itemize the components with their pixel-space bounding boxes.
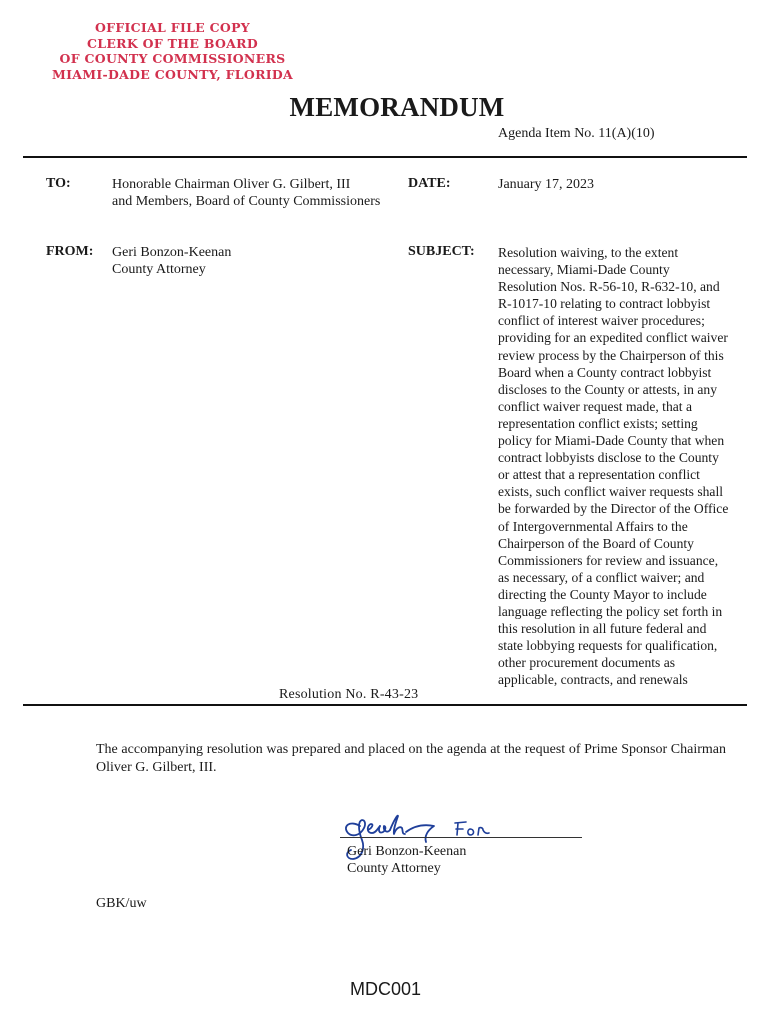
body-paragraph: The accompanying resolution was prepared and placed on the agenda at the request of Prime Sponsor Chairman Oliver G. Gilbert, III. xyxy=(96,742,726,775)
from-label: FROM: xyxy=(46,244,94,259)
to-line: and Members, Board of County Commissioners xyxy=(112,194,381,209)
subject-line: as necessary, of a conflict waiver; and xyxy=(498,569,705,585)
to-line: Honorable Chairman Oliver G. Gilbert, III xyxy=(112,177,351,192)
signatory-name: Geri Bonzon-Keenan xyxy=(347,844,467,859)
to-label: TO: xyxy=(46,176,71,191)
subject-line: exists, such conflict waiver requests shall xyxy=(498,484,723,500)
subject-line: other procurement documents as xyxy=(498,655,676,671)
subject-line: applicable, contracts, and renewals xyxy=(498,672,688,688)
subject-line: or attest that a representation conflict xyxy=(498,467,700,483)
stamp-line: OFFICIAL FILE COPY xyxy=(94,20,251,35)
subject-line: Commissioners for review and issuance, xyxy=(498,552,719,568)
subject-line: Resolution Nos. R-56-10, R-632-10, and xyxy=(498,279,720,295)
subject-label: SUBJECT: xyxy=(408,244,475,259)
official-file-copy-stamp xyxy=(0,20,345,82)
page-code: MDC001 xyxy=(350,979,422,999)
stamp-line: OF COUNTY COMMISSIONERS xyxy=(59,51,286,66)
signature-line xyxy=(340,837,582,838)
subject-line: Board when a County contract lobbyist xyxy=(498,364,712,380)
subject-line: R-1017-10 relating to contract lobbyist xyxy=(498,296,711,312)
date-label: DATE: xyxy=(408,176,451,191)
to-recipient xyxy=(112,176,380,210)
subject-line: of Intergovernmental Affairs to the xyxy=(498,518,688,534)
subject-text xyxy=(498,244,750,688)
subject-line: Resolution waiving, to the extent xyxy=(498,245,679,260)
subject-line: conflict waiver request made, that a xyxy=(498,398,693,414)
subject-line: contract lobbyists disclose to the County xyxy=(498,450,719,466)
header-divider xyxy=(23,156,747,158)
subject-line: this resolution in all future federal and xyxy=(498,621,707,637)
signatory-title: County Attorney xyxy=(347,861,441,876)
date-value: January 17, 2023 xyxy=(498,177,595,192)
from-line: County Attorney xyxy=(112,262,206,277)
subject-line: representation conflict exists; setting xyxy=(498,415,698,431)
memo-title: MEMORANDUM xyxy=(289,92,505,122)
reference-initials: GBK/uw xyxy=(96,896,147,911)
subject-line: review process by the Chairperson of this xyxy=(498,347,724,363)
stamp-line: MIAMI-DADE COUNTY, FLORIDA xyxy=(51,66,294,82)
subject-line: providing for an expedited conflict waiver xyxy=(498,330,728,346)
subject-line: directing the County Mayor to include xyxy=(498,586,707,602)
subject-line: discloses to the County or attests, in any xyxy=(498,381,717,397)
subject-line: state lobbying requests for qualification, xyxy=(498,638,718,654)
subject-line: be forwarded by the Director of the Office xyxy=(498,501,729,517)
resolution-number: Resolution No. R-43-23 xyxy=(279,687,419,702)
subject-line: language reflecting the policy set forth in xyxy=(498,603,723,619)
from-sender xyxy=(112,244,231,278)
body-divider xyxy=(23,704,747,706)
subject-line: conflict of interest waiver procedures; xyxy=(498,313,705,329)
from-line: Geri Bonzon-Keenan xyxy=(112,245,232,260)
subject-line: necessary, Miami-Dade County xyxy=(498,262,670,278)
subject-line: Chairperson of the Board of County xyxy=(498,535,694,551)
subject-line: policy for Miami-Dade County that when xyxy=(498,433,725,449)
stamp-line: CLERK OF THE BOARD xyxy=(87,35,258,51)
agenda-item-number: Agenda Item No. 11(A)(10) xyxy=(498,126,655,141)
